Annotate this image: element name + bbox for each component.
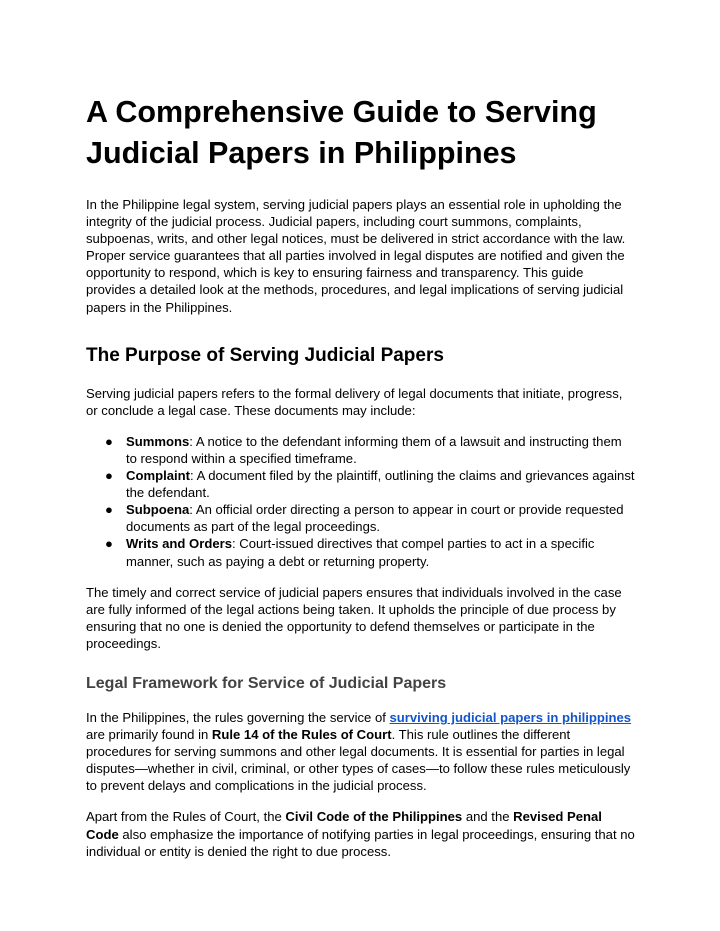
list-item-term: Summons xyxy=(126,433,190,449)
list-item-term: Writs and Orders xyxy=(126,536,232,552)
list-item-desc: : Court-issued directives that compel parties to act in a specific manner, such as paying a debt or returning property. xyxy=(126,536,595,569)
bullet-icon: ● xyxy=(105,468,113,484)
bold-text: Civil Code of the Philippines xyxy=(285,809,463,825)
text-span: . This rule outlines the different procedures for serving summons and other legal documents. It is essential for parties in legal disputes—whether in civil, criminal, or other types of cases—to follow these rules meticulously to prevent delays and complications in the judicial process. xyxy=(86,727,631,794)
intro-paragraph: In the Philippine legal system, serving judicial papers plays an essential role in upholding the integrity of the judicial process. Judicial papers, including court summons, complaints, subpoenas, writs, and other legal notices, must be delivered in strict accordance with the law. Proper service guarantees that all parties involved in legal disputes are notified and given the opportunity to respond, which is key to ensuring fairness and transparency. This guide provides a detailed look at the methods, procedures, and legal implications of serving judicial papers in the Philippines. xyxy=(86,197,626,315)
section-heading-purpose: The Purpose of Serving Judicial Papers xyxy=(86,344,444,366)
list-item xyxy=(105,535,636,569)
purpose-paragraph: Serving judicial papers refers to the formal delivery of legal documents that initiate, progress, or conclude a legal case. These documents may include: xyxy=(86,385,623,418)
text-span: also emphasize the importance of notifying parties in legal proceedings, ensuring that no individual or entity is denied the right to due process. xyxy=(86,826,635,859)
civil-code-paragraph xyxy=(86,808,636,859)
list-item-desc: : A notice to the defendant informing them of a lawsuit and instructing them to respond within a specified timeframe. xyxy=(126,433,622,466)
document-types-list xyxy=(86,433,636,570)
bold-text: Revised Penal Code xyxy=(86,809,602,842)
text-span: are primarily found in xyxy=(86,727,212,743)
list-item-desc: : A document filed by the plaintiff, outlining the claims and grievances against the defendant. xyxy=(126,468,635,501)
due-process-paragraph: The timely and correct service of judicial papers ensures that individuals involved in the case are fully informed of the legal actions being taken. It upholds the principle of due process by ensuring that no one is denied the opportunity to defend themselves or participate in the proceedings. xyxy=(86,584,622,651)
legal-framework-paragraph xyxy=(86,709,636,794)
list-item-desc: : An official order directing a person to appear in court or provide requested documents as part of the legal proceedings. xyxy=(126,502,624,535)
list-item xyxy=(105,433,636,467)
list-item xyxy=(105,467,636,501)
text-span: Apart from the Rules of Court, the xyxy=(86,809,286,825)
bold-text: Rule 14 of the Rules of Court xyxy=(211,727,392,743)
surviving-papers-link[interactable]: surviving judicial papers in philippines xyxy=(389,709,632,725)
list-item-term: Subpoena xyxy=(126,502,190,518)
bullet-icon: ● xyxy=(105,502,113,518)
bullet-icon: ● xyxy=(105,536,113,552)
section-heading-legal-framework: Legal Framework for Service of Judicial Papers xyxy=(86,674,447,692)
text-span: In the Philippines, the rules governing the service of xyxy=(86,709,390,725)
list-item-term: Complaint xyxy=(126,468,191,484)
page-title: A Comprehensive Guide to Serving Judicial Papers in Philippines xyxy=(86,95,597,170)
text-span: and the xyxy=(462,809,514,825)
list-item xyxy=(105,501,636,535)
bullet-icon: ● xyxy=(105,433,113,449)
